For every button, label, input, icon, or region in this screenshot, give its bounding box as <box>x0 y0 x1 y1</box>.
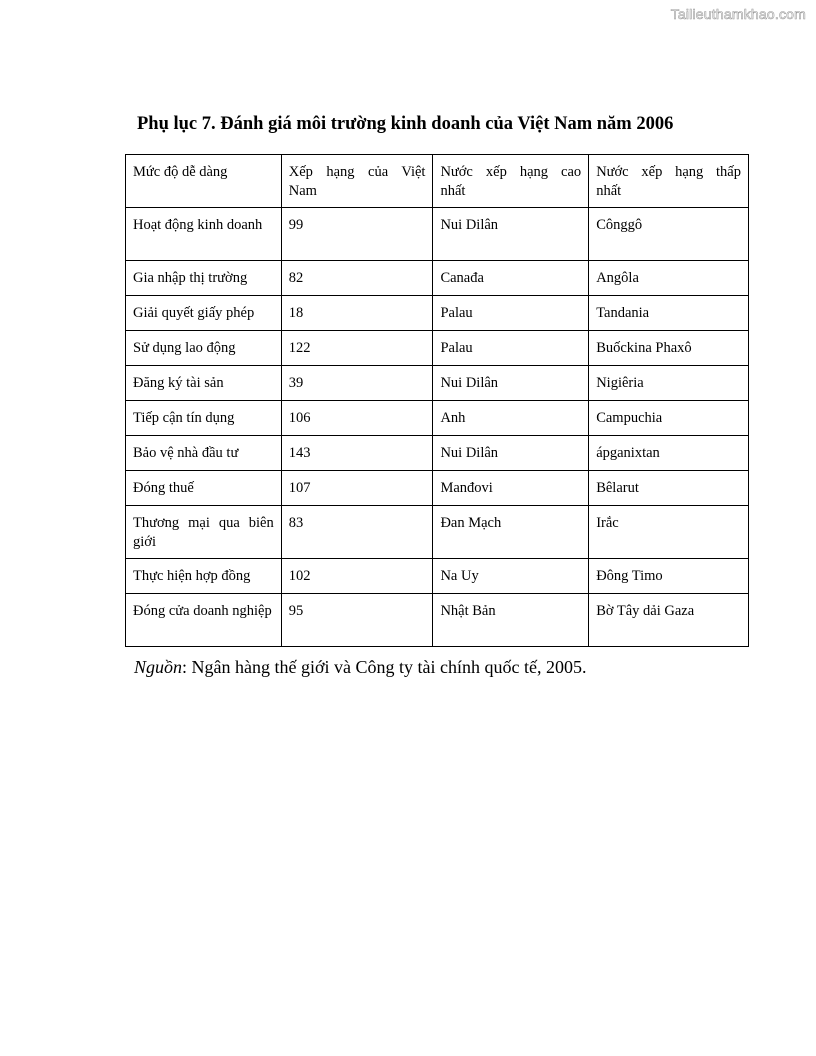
table-cell: Giải quyết giấy phép <box>126 296 282 331</box>
table-cell: Manđovi <box>433 471 589 506</box>
table-cell: Palau <box>433 296 589 331</box>
table-cell: 95 <box>281 594 433 647</box>
watermark: Tailieuthamkhao.com <box>670 6 806 22</box>
table-cell: 83 <box>281 506 433 559</box>
table-cell: Na Uy <box>433 559 589 594</box>
source-text: : Ngân hàng thế giới và Công ty tài chính quốc tế, 2005. <box>182 657 587 677</box>
table-row <box>126 401 749 436</box>
table-cell: Đóng cửa doanh nghiệp <box>126 594 282 647</box>
table-row <box>126 506 749 559</box>
table-cell: Nigiêria <box>589 366 749 401</box>
table-cell: Thương mại qua biên giới <box>126 506 282 559</box>
table-cell: 39 <box>281 366 433 401</box>
table-cell: Buốckina Phaxô <box>589 331 749 366</box>
table-cell: Hoạt động kinh doanh <box>126 208 282 261</box>
table-cell: Irắc <box>589 506 749 559</box>
table-row <box>126 594 749 647</box>
table-cell: Nui Dilân <box>433 208 589 261</box>
table-cell: 99 <box>281 208 433 261</box>
table-header-row <box>126 155 749 208</box>
table-cell: Cônggô <box>589 208 749 261</box>
table-cell: Palau <box>433 331 589 366</box>
page-title: Phụ lục 7. Đánh giá môi trường kinh doanh của Việt Nam năm 2006 <box>137 114 674 134</box>
header-cell: Nước xếp hạng thấp nhất <box>589 155 749 208</box>
table-cell: 107 <box>281 471 433 506</box>
table-cell: 102 <box>281 559 433 594</box>
table-cell: 143 <box>281 436 433 471</box>
table-cell: 18 <box>281 296 433 331</box>
table-row <box>126 296 749 331</box>
table-cell: Đăng ký tài sản <box>126 366 282 401</box>
table-cell: Campuchia <box>589 401 749 436</box>
table-cell: Angôla <box>589 261 749 296</box>
table-cell: Gia nhập thị trường <box>126 261 282 296</box>
table-cell: Tandania <box>589 296 749 331</box>
table-row <box>126 261 749 296</box>
table-cell: ápganixtan <box>589 436 749 471</box>
table-row <box>126 331 749 366</box>
table-cell: Nui Dilân <box>433 366 589 401</box>
header-cell: Xếp hạng của Việt Nam <box>281 155 433 208</box>
table-row <box>126 559 749 594</box>
header-cell: Nước xếp hạng cao nhất <box>433 155 589 208</box>
table-cell: Anh <box>433 401 589 436</box>
source-label: Nguồn <box>134 657 183 677</box>
table-cell: 106 <box>281 401 433 436</box>
table-cell: 122 <box>281 331 433 366</box>
table-cell: Đóng thuế <box>126 471 282 506</box>
table-cell: Đan Mạch <box>433 506 589 559</box>
table-cell: Canađa <box>433 261 589 296</box>
table-cell: Đông Timo <box>589 559 749 594</box>
business-environment-table <box>125 154 749 647</box>
table-cell: Tiếp cận tín dụng <box>126 401 282 436</box>
table-row <box>126 471 749 506</box>
table-cell: Nui Dilân <box>433 436 589 471</box>
table-row <box>126 436 749 471</box>
table-row <box>126 366 749 401</box>
header-cell: Mức độ dễ dàng <box>126 155 282 208</box>
table-cell: Thực hiện hợp đồng <box>126 559 282 594</box>
source-note <box>134 657 586 678</box>
table-cell: Bảo vệ nhà đầu tư <box>126 436 282 471</box>
table-cell: 82 <box>281 261 433 296</box>
table-cell: Bêlarut <box>589 471 749 506</box>
table-row <box>126 208 749 261</box>
table-cell: Nhật Bản <box>433 594 589 647</box>
table-cell: Bờ Tây dải Gaza <box>589 594 749 647</box>
table-cell: Sử dụng lao động <box>126 331 282 366</box>
